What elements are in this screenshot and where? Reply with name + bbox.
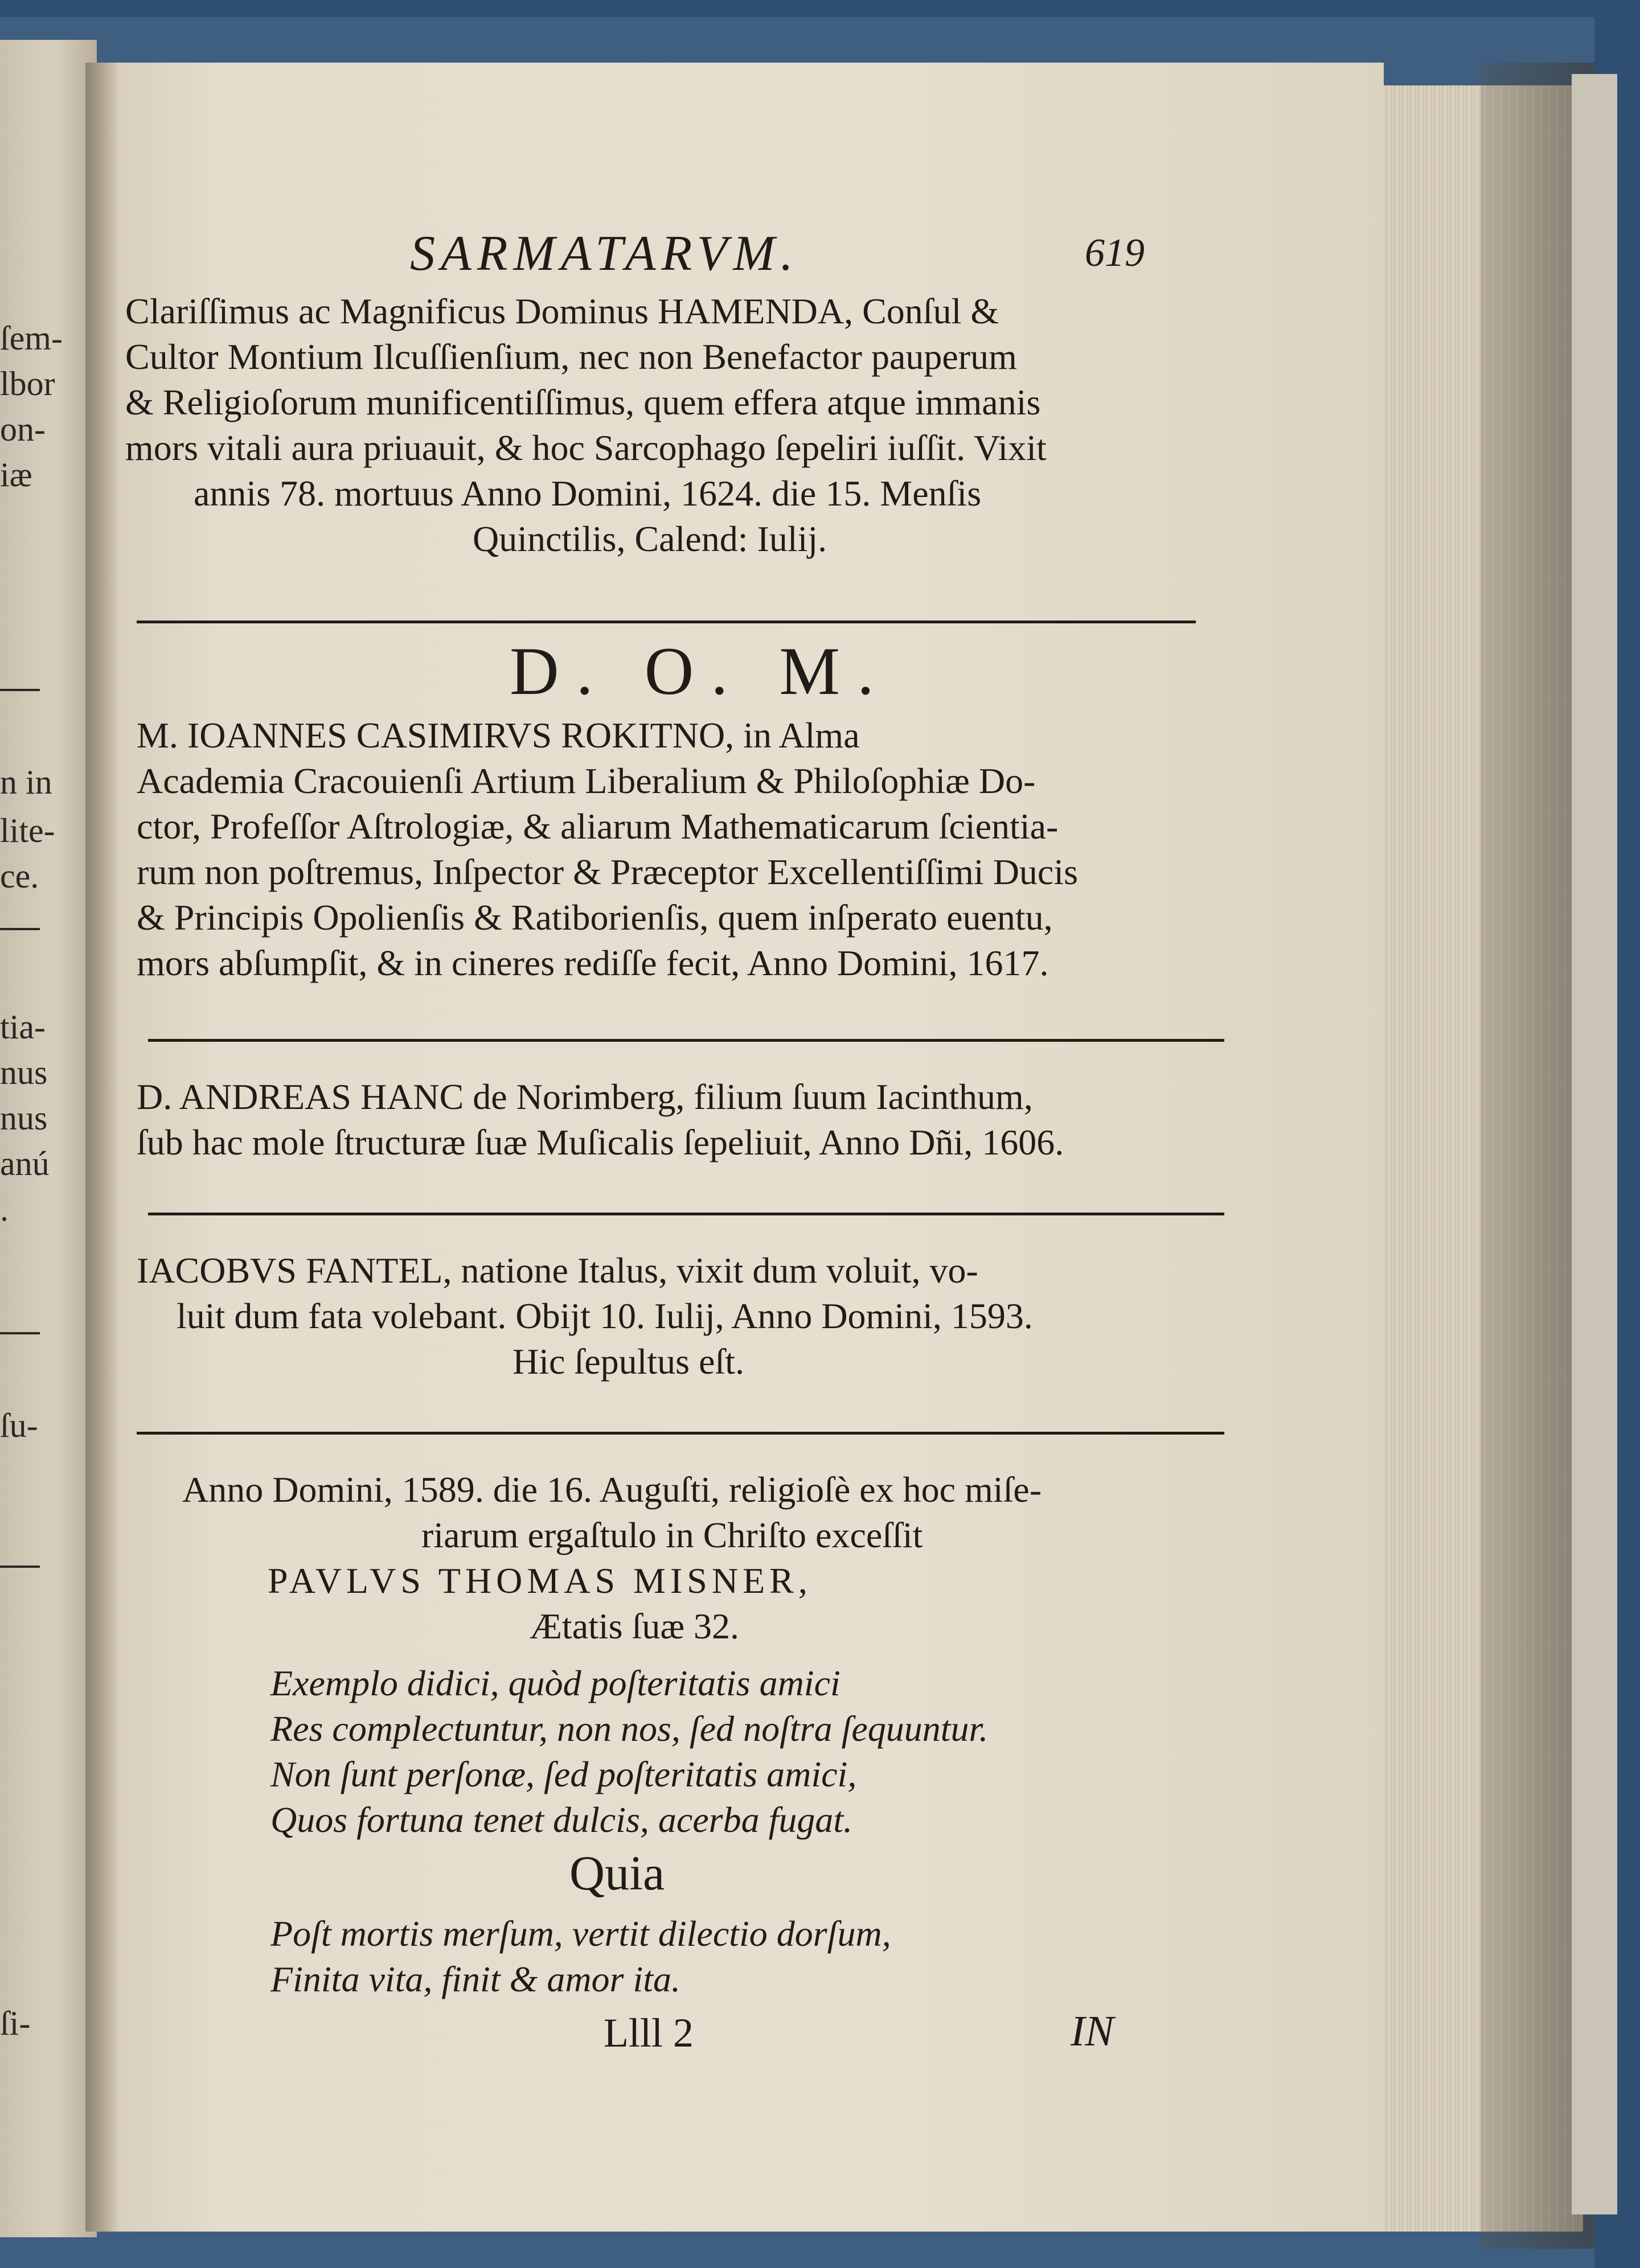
left-page-fragment: on- (0, 410, 46, 448)
left-page-fragment: iæ (0, 456, 32, 494)
text-line: & Religioſorum munificentiſſimus, quem effera atque immanis (125, 382, 1041, 422)
text-line: ctor, Profeſſor Aſtrologiæ, & aliarum Mathematicarum ſcientia- (137, 806, 1059, 847)
text-line: Quinctilis, Calend: Iulij. (473, 519, 827, 559)
text-line: Ætatis ſuæ 32. (530, 1606, 740, 1646)
left-page-fragment: nus (0, 1099, 48, 1137)
left-page-fragment: lbor (0, 365, 55, 402)
left-page-fragment: nus (0, 1054, 48, 1091)
left-page-rule (0, 928, 40, 930)
text-line: & Principis Opolienſis & Ratiborienſis, quem inſperato euentu, (137, 897, 1053, 938)
left-page-fragment: ſi- (0, 2004, 31, 2042)
catchword: IN (1071, 2007, 1114, 2055)
text-line: riarum ergaſtulo in Chriſto exceſſit (421, 1515, 923, 1555)
left-page-fragment: lite- (0, 812, 55, 849)
text-line: D. ANDREAS HANC de Norimberg, filium ſuum Iacinthum, (137, 1077, 1033, 1117)
text-line: mors abſumpſit, & in cineres rediſſe fecit, Anno Domini, 1617. (137, 943, 1049, 983)
verse-line: Finita vita, finit & amor ita. (270, 1959, 680, 1999)
text-line: Clariſſimus ac Magnificus Dominus HAMENDA, Conſul & (125, 291, 999, 331)
text-line: ſub hac mole ſtructuræ ſuæ Muſicalis ſepeliuit, Anno Dñi, 1606. (137, 1122, 1064, 1162)
left-page-rule (0, 1566, 40, 1568)
verse-line: Res complectuntur, non nos, ſed noſtra ſequuntur. (270, 1708, 989, 1749)
book-clasp (1572, 74, 1617, 2214)
section-rule (148, 1039, 1224, 1042)
left-page-fragment: ce. (0, 857, 39, 895)
quia-word: Quia (569, 1846, 665, 1900)
printed-page (91, 63, 1384, 2232)
text-line: Cultor Montium Ilcuſſienſium, nec non Benefactor pauperum (125, 336, 1017, 377)
left-page-fragment: n in (0, 763, 52, 801)
left-page-fragment: anú (0, 1145, 50, 1182)
left-page-fragment: ſem- (0, 319, 63, 357)
dom-heading: D. O. M. (510, 633, 892, 709)
left-page-rule (0, 689, 40, 691)
text-line: Anno Domini, 1589. die 16. Auguſti, religioſè ex hoc miſe- (182, 1469, 1042, 1510)
verse-line: Non ſunt perſonæ, ſed poſteritatis amici, (270, 1754, 857, 1794)
verse-line: Poſt mortis merſum, vertit dilectio dorſum, (270, 1913, 891, 1954)
signature-mark: Llll 2 (604, 2010, 694, 2056)
page-number: 619 (1085, 231, 1145, 275)
text-line: luit dum fata volebant. Obijt 10. Iulij, Anno Domini, 1593. (177, 1296, 1033, 1336)
verse-line: Quos fortuna tenet dulcis, acerba fugat. (270, 1799, 853, 1840)
previous-page-edge (0, 40, 97, 2237)
left-page-fragment: . (0, 1190, 9, 1228)
text-line: rum non poſtremus, Inſpector & Præceptor Excellentiſſimi Ducis (137, 852, 1078, 892)
text-line: IACOBVS FANTEL, natione Italus, vixit dum voluit, vo- (137, 1250, 978, 1291)
verse-line: Exemplo didici, quòd poſteritatis amici (270, 1663, 840, 1703)
left-page-fragment: ſu- (0, 1407, 38, 1444)
text-line: annis 78. mortuus Anno Domini, 1624. die 15. Menſis (194, 473, 982, 513)
section-rule (137, 621, 1196, 623)
running-head-title: SARMATARVM. (410, 226, 799, 281)
text-line: Hic ſepultus eſt. (512, 1341, 745, 1382)
gutter-shadow (85, 63, 120, 2232)
text-line: PAVLVS THOMAS MISNER, (268, 1560, 812, 1601)
left-page-rule (0, 1332, 40, 1334)
section-rule (148, 1213, 1224, 1215)
text-line: M. IOANNES CASIMIRVS ROKITNO, in Alma (137, 715, 860, 755)
text-line: Academia Cracouienſi Artium Liberalium & Philoſophiæ Do- (137, 761, 1036, 801)
text-line: mors vitali aura priuauit, & hoc Sarcophago ſepeliri iuſſit. Vixit (125, 428, 1047, 468)
section-rule (137, 1432, 1224, 1435)
left-page-fragment: tia- (0, 1008, 46, 1046)
